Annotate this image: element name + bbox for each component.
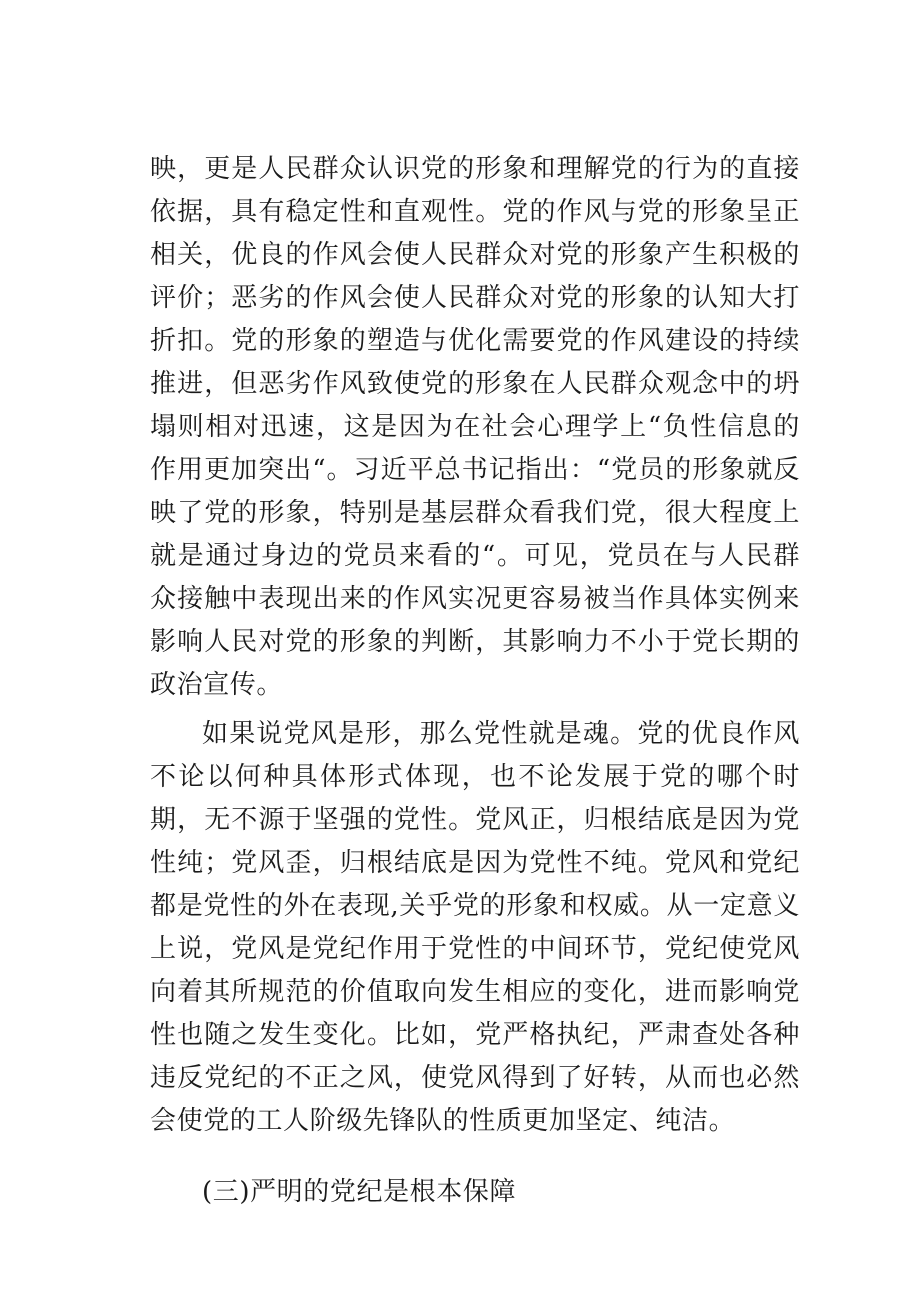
body-paragraph-party-spirit: 如果说党风是形，那么党性就是魂。党的优良作风不论以何种具体形式体现，也不论发展于党的哪个时期，无不源于坚强的党性。党风正，归根结底是因为党性纯；党风歪，归根结底是因为党性不纯。党风和党纪都是党性的外在表现,关乎党的形象和权威。从一定意义上说，党风是党纪作用于党性的中间环节，党纪使党风向着其所规范的价值取向发生相应的变化，进而影响党性也随之发生变化。比如，党严格执纪，严肃查处各种违反党纪的不正之风，使党风得到了好转，从而也必然会使党的工人阶级先锋队的性质更加坚定、纯洁。	[150, 719, 800, 1136]
document-body	[150, 148, 800, 1214]
section-heading: (三)严明的党纪是根本保障	[202, 1177, 517, 1207]
body-paragraph-continued: 映，更是人民群众认识党的形象和理解党的行为的直接依据，具有稳定性和直观性。党的作风与党的形象呈正相关，优良的作风会使人民群众对党的形象产生积极的评价；恶劣的作风会使人民群众对党的形象的认知大打折扣。党的形象的塑造与优化需要党的作风建设的持续推进，但恶劣作风致使党的形象在人民群众观念中的坍塌则相对迅速，这是因为在社会心理学上“负性信息的作用更加突出“。习近平总书记指出：“党员的形象就反映了党的形象，特别是基层群众看我们党，很大程度上就是通过身边的党员来看的“。可见，党员在与人民群众接触中表现出来的作风实况更容易被当作具体实例来影响人民对党的形象的判断，其影响力不小于党长期的政治宣传。	[150, 154, 800, 700]
